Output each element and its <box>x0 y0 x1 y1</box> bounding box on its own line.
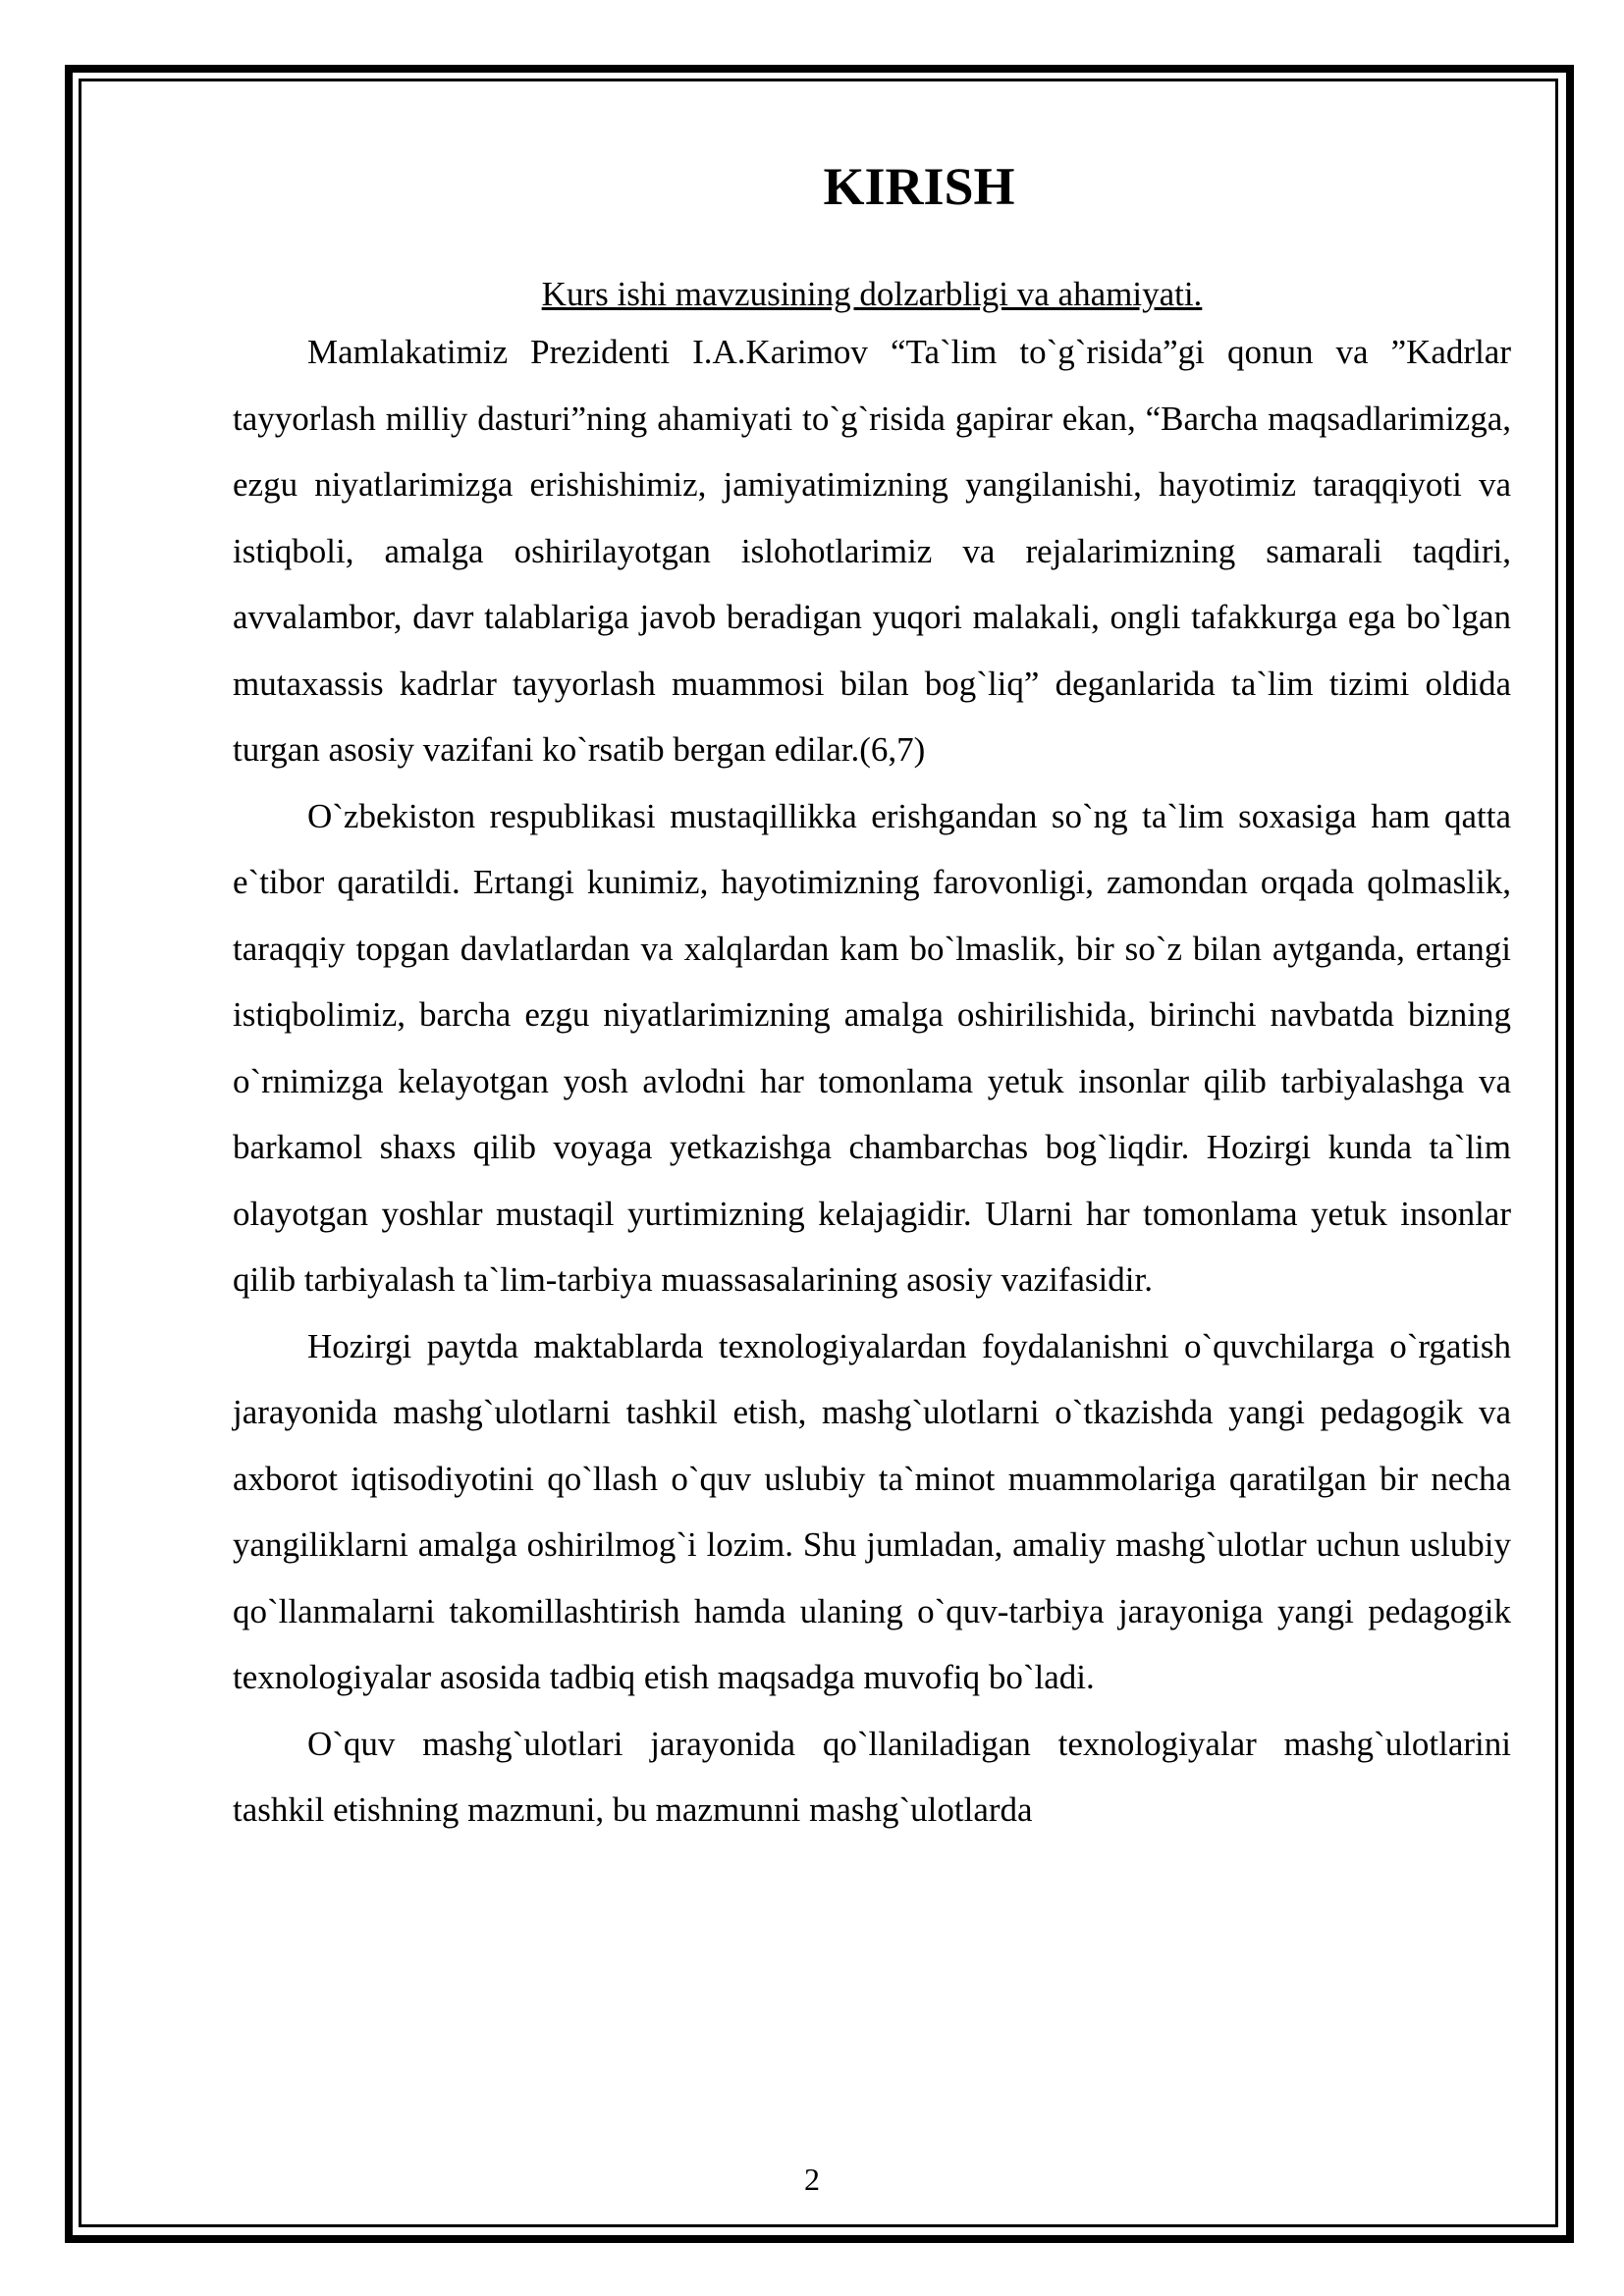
paragraph-1: Mamlakatimiz Prezidenti I.A.Karimov “Ta`lim to`g`risida”gi qonun va ”Kadrlar tayyorlash milliy dasturi”ning ahamiyati to`g`risida gapirar ekan, “Barcha maqsadlarimizga, ezgu niyatlarimizga erishishimiz, jamiyatimizning yangilanishi, hayotimiz taraqqiyoti va istiqboli, amalga oshirilayotgan islohotlarimiz va rejalarimizning samarali taqdiri, avvalambor, davr talablariga javob beradigan yuqori malakali, ongli tafakkurga ega bo`lgan mutaxassis kadrlar tayyorlash muammosi bilan bog`liq” deganlarida ta`lim tizimi oldida turgan asosiy vazifani ko`rsatib bergan edilar.(6,7) <box>233 333 1511 769</box>
page-title: KIRISH <box>823 157 1015 216</box>
paragraph-2: O`zbekiston respublikasi mustaqillikka erishgandan so`ng ta`lim soxasiga ham qatta e`tibor qaratildi. Ertangi kunimiz, hayotimizning farovonligi, zamondan orqada qolmaslik, taraqqiy topgan davlatlardan va xalqlardan kam bo`lmaslik, bir so`z bilan aytganda, ertangi istiqbolimiz, barcha ezgu niyatlarimizning amalga oshirilishida, birinchi navbatda bizning o`rnimizga kelayotgan yosh avlodni har tomonlama yetuk insonlar qilib tarbiyalashga va barkamol shaxs qilib voyaga yetkazishga chambarchas bog`liqdir. Hozirgi kunda ta`lim olayotgan yoshlar mustaqil yurtimizning kelajagidir. Ularni har tomonlama yetuk insonlar qilib tarbiyalash ta`lim-tarbiya muassasalarining asosiy vazifasidir. <box>233 796 1511 1299</box>
section-subtitle: Kurs ishi mavzusining dolzarbligi va ahamiyati. <box>541 275 1203 313</box>
paragraph-4: O`quv mashg`ulotlari jarayonida qo`llaniladigan texnologiyalar mashg`ulotlarini tashkil etishning mazmuni, bu mazmunni mashg`ulotlarda <box>233 1724 1511 1829</box>
page-content <box>233 147 1511 1843</box>
page-number: 2 <box>804 2162 820 2197</box>
paragraph-3: Hozirgi paytda maktablarda texnologiyalardan foydalanishni o`quvchilarga o`rgatish jarayonida mashg`ulotlarni tashkil etish, mashg`ulotlarni o`tkazishda yangi pedagogik va axborot iqtisodiyotini qo`llash o`quv uslubiy ta`minot muammolariga qaratilgan bir necha yangiliklarni amalga oshirilmog`i lozim. Shu jumladan, amaliy mashg`ulotlar uchun uslubiy qo`llanmalarni takomillashtirish hamda ulaning o`quv-tarbiya jarayoniga yangi pedagogik texnologiyalar asosida tadbiq etish maqsadga muvofiq bo`ladi. <box>233 1326 1511 1696</box>
